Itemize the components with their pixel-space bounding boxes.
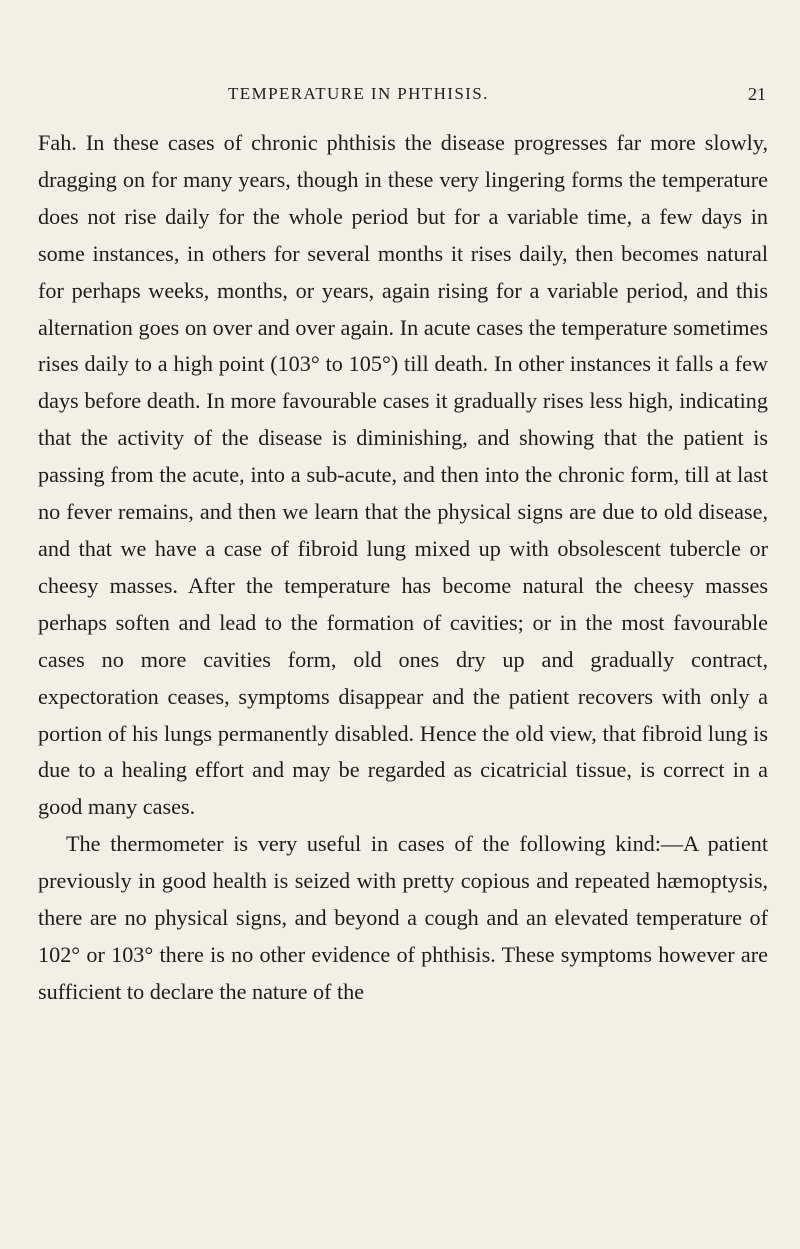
body-text	[38, 125, 768, 1011]
running-title: TEMPERATURE IN PHTHISIS.	[228, 84, 489, 103]
paragraph: The thermometer is very useful in cases of the following kind:—A patient previously in good health is seized with pretty copious and repeated hæmoptysis, there are no physical signs, and beyond a cough and an elevated temperature of 102° or 103° there is no other evidence of phthisis. These symptoms however are sufficient to declare the nature of the	[38, 831, 768, 1004]
page-number: 21	[748, 84, 766, 104]
paragraph: Fah. In these cases of chronic phthisis the disease progresses far more slowly, dragging on for many years, though in these very lingering forms the temperature does not rise daily for the whole period but for a variable time, a few days in some instances, in others for several months it rises daily, then becomes natural for perhaps weeks, months, or years, again rising for a variable period, and this alternation goes on over and over again. In acute cases the temperature sometimes rises daily to a high point (103° to 105°) till death. In other instances it falls a few days before death. In more favourable cases it gradually rises less high, indicating that the activity of the disease is diminishing, and showing that the patient is passing from the acute, into a sub-acute, and then into the chronic form, till at last no fever remains, and then we learn that the physical signs are due to old disease, and that we have a case of fibroid lung mixed up with obsolescent tubercle or cheesy masses. After the temperature has become natural the cheesy masses perhaps soften and lead to the formation of cavities; or in the most favourable cases no more cavities form, old ones dry up and gradually contract, expectoration ceases, symptoms disappear and the patient recovers with only a portion of his lungs permanently disabled. Hence the old view, that fibroid lung is due to a healing effort and may be regarded as cicatricial tissue, is correct in a good many cases.	[38, 130, 768, 820]
running-head	[0, 84, 800, 108]
